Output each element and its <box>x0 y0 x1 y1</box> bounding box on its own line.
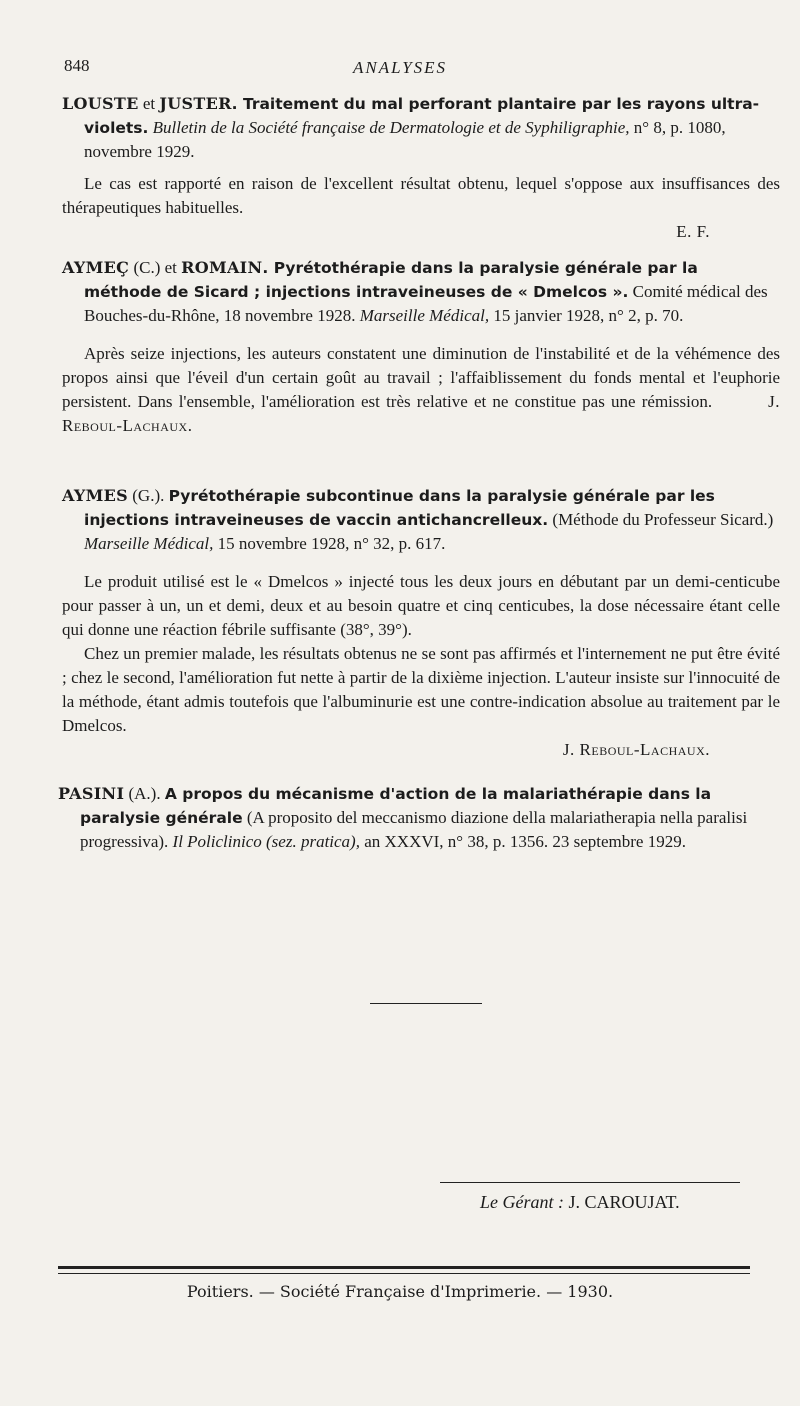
article-title: . Traitement du mal perforant plantaire par les rayons ultra-violets. <box>84 95 760 137</box>
summary-body: Après seize injections, les auteurs constatent une diminution de l'instabilité et de la véhémence des propos ainsi que l'éveil d'un certain goût au travail ; l'affaiblissement du fonds mental et l'euphorie persistent. Dans l'ensemble, l'amélioration est très relative et ne constitue pas une rémission. <box>62 344 780 411</box>
author: PASINI <box>58 784 125 803</box>
summary-text <box>62 342 780 438</box>
printer-imprint: Poitiers. — Société Française d'Imprimerie. — 1930. <box>186 1282 614 1301</box>
citation-details: n° 8, p. 1080, novembre 1929. <box>84 118 726 161</box>
journal-name: Marseille Médical, <box>359 306 490 325</box>
footer-rule-thick <box>58 1266 750 1269</box>
abstract-entry-pasini <box>58 782 780 854</box>
summary-text-continued: Chez un premier malade, les résultats obtenus ne se sont pas affirmés et l'internement ne put être évité ; chez le second, l'amélioration fut nette à partir de la dixième injection. L'auteur insiste sur l'innocuité de la méthode, étant admis toutefois que l'albuminurie est une contre-indication absolue au traitement par le Dmelcos. <box>62 644 780 735</box>
article-title: . Pyrétothérapie dans la paralysie générale par la méthode de Sicard ; injections intraveineuses de « Dmelcos ». <box>84 259 698 301</box>
journal-name: Marseille Médical, <box>84 534 214 553</box>
citation-source: (Méthode du Professeur Sicard.) <box>552 510 774 529</box>
article-title: A propos du mécanisme d'action de la malariathérapie dans la paralysie générale <box>80 785 712 827</box>
conjunction: et <box>138 94 160 113</box>
author: JUSTER <box>159 94 232 113</box>
summary-text: Le produit utilisé est le « Dmelcos » injecté tous les deux jours en débutant par un demi-centicube pour passer à un, un et demi, deux et au besoin quatre et cinq centicubes, la dose nécessaire étant celle qui donne une réaction fébrile suffisante (38°, 39°). <box>62 572 780 639</box>
reviewer-signature: J. Reboul-Lachaux. <box>62 392 780 435</box>
journal-name: Il Policlinico <box>172 832 262 851</box>
gerant-rule <box>440 1182 740 1183</box>
citation-details: an XXXVI, n° 38, p. 1356. 23 septembre 1929. <box>364 832 686 851</box>
reviewer-signature: J. Reboul-Lachaux. <box>562 740 710 759</box>
abstract-entry-aymes <box>62 484 780 762</box>
citation <box>58 782 780 854</box>
article-title: Pyrétothérapie subcontinue dans la paralysie générale par les injections intraveineuses de vaccin antichancrelleux. <box>84 487 715 529</box>
journal-section: (sez. pratica), <box>266 832 360 851</box>
author: AYMEÇ <box>62 258 130 277</box>
gerant-name: J. CAROUJAT. <box>568 1192 680 1212</box>
citation <box>62 484 780 556</box>
footer-rule-thin <box>58 1273 750 1274</box>
abstract-entry-louste-juster <box>62 92 780 244</box>
citation-details: 15 novembre 1928, n° 32, p. 617. <box>217 534 446 553</box>
author: LOUSTE <box>62 94 139 113</box>
citation <box>62 256 780 328</box>
summary-text: Le cas est rapporté en raison de l'excellent résultat obtenu, lequel s'oppose aux insuffisances des thérapeutiques habituelles. <box>62 174 780 217</box>
citation-details: 15 janvier 1928, n° 2, p. 70. <box>493 306 684 325</box>
reviewer-signature: E. F. <box>676 222 710 241</box>
citation-source: (A proposito del meccanismo diazione della malariatherapia nella paralisi progressiva). <box>80 808 748 851</box>
author-initials: (A.). <box>124 784 165 803</box>
author: ROMAIN <box>181 258 263 277</box>
gerant-line <box>480 1192 680 1213</box>
author-initials: (G.). <box>128 486 169 505</box>
journal-name: Bulletin de la Société française de Dermatologie et de Syphiligraphie, <box>152 118 630 137</box>
abstract-entry-aymec-romain <box>62 256 780 438</box>
gerant-label: Le Gérant : <box>480 1192 564 1212</box>
citation <box>62 92 780 164</box>
running-title: ANALYSES <box>352 58 448 77</box>
page-number: 848 <box>64 56 90 75</box>
author: AYMES <box>62 486 128 505</box>
citation-source: Comité médical des Bouches-du-Rhône, 18 novembre 1928. <box>84 282 768 325</box>
section-divider <box>370 1003 482 1004</box>
author-initials: (C.) et <box>129 258 182 277</box>
